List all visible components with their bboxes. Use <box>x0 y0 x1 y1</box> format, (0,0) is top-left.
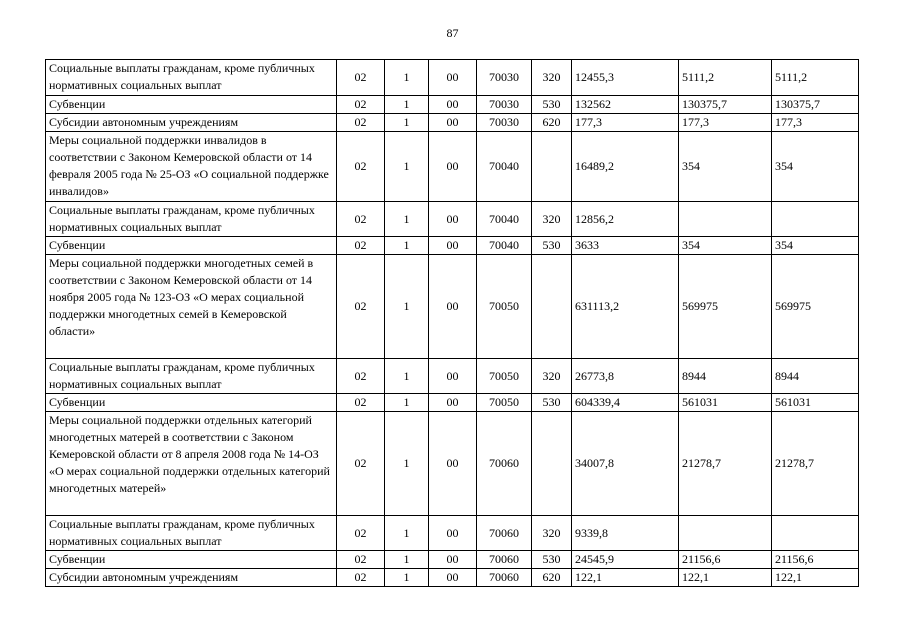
row-code-section: 02 <box>337 237 385 255</box>
row-name: Меры социальной поддержки инвалидов в соответствии с Законом Кемеровской области от 14 февраля 2005 года № 25-ОЗ «О социальной поддержке инвалидов» <box>46 132 337 202</box>
row-value-2: 130375,7 <box>679 96 772 114</box>
row-code-article: 70050 <box>477 394 532 412</box>
row-code-expense-type: 530 <box>532 237 572 255</box>
row-name: Субвенции <box>46 96 337 114</box>
row-code-section: 02 <box>337 132 385 202</box>
row-value-3: 354 <box>772 237 859 255</box>
row-code-group: 00 <box>429 516 477 551</box>
row-name: Субвенции <box>46 551 337 569</box>
row-value-2: 569975 <box>679 255 772 359</box>
row-name: Меры социальной поддержки отдельных категорий многодетных матерей в соответствии с Законом Кемеровской области от 8 апреля 2008 года № 14-ОЗ «О мерах социальной поддержки отдельных категорий многодетных матерей» <box>46 412 337 516</box>
row-code-section: 02 <box>337 202 385 237</box>
row-code-article: 70050 <box>477 255 532 359</box>
table-row <box>46 569 859 587</box>
row-code-group: 00 <box>429 359 477 394</box>
row-code-subsection: 1 <box>385 516 429 551</box>
row-code-group: 00 <box>429 96 477 114</box>
table-row <box>46 412 859 516</box>
row-code-expense-type: 320 <box>532 60 572 96</box>
row-code-group: 00 <box>429 114 477 132</box>
row-code-article: 70040 <box>477 202 532 237</box>
row-code-article: 70030 <box>477 60 532 96</box>
row-code-subsection: 1 <box>385 255 429 359</box>
table-row <box>46 60 859 96</box>
row-code-section: 02 <box>337 60 385 96</box>
table-row <box>46 237 859 255</box>
table-row <box>46 551 859 569</box>
row-code-section: 02 <box>337 569 385 587</box>
row-value-1: 9339,8 <box>572 516 679 551</box>
row-code-group: 00 <box>429 394 477 412</box>
row-code-expense-type: 530 <box>532 96 572 114</box>
row-value-2: 177,3 <box>679 114 772 132</box>
row-code-article: 70060 <box>477 516 532 551</box>
row-code-group: 00 <box>429 255 477 359</box>
row-code-section: 02 <box>337 96 385 114</box>
row-value-3 <box>772 202 859 237</box>
row-code-expense-type: 320 <box>532 516 572 551</box>
row-value-3: 569975 <box>772 255 859 359</box>
row-code-section: 02 <box>337 255 385 359</box>
row-code-expense-type <box>532 132 572 202</box>
row-value-1: 24545,9 <box>572 551 679 569</box>
row-value-1: 26773,8 <box>572 359 679 394</box>
row-value-2: 354 <box>679 237 772 255</box>
row-value-2: 8944 <box>679 359 772 394</box>
row-code-group: 00 <box>429 60 477 96</box>
row-value-1: 12856,2 <box>572 202 679 237</box>
row-value-2: 21156,6 <box>679 551 772 569</box>
row-code-section: 02 <box>337 114 385 132</box>
row-code-subsection: 1 <box>385 394 429 412</box>
row-value-1: 132562 <box>572 96 679 114</box>
row-code-article: 70060 <box>477 569 532 587</box>
row-value-1: 604339,4 <box>572 394 679 412</box>
row-value-2: 5111,2 <box>679 60 772 96</box>
row-code-subsection: 1 <box>385 359 429 394</box>
row-code-subsection: 1 <box>385 569 429 587</box>
row-value-3: 561031 <box>772 394 859 412</box>
table-row <box>46 516 859 551</box>
row-name: Социальные выплаты гражданам, кроме публичных нормативных социальных выплат <box>46 359 337 394</box>
row-value-1: 3633 <box>572 237 679 255</box>
row-value-2: 561031 <box>679 394 772 412</box>
row-value-2: 354 <box>679 132 772 202</box>
row-code-group: 00 <box>429 569 477 587</box>
row-code-expense-type <box>532 412 572 516</box>
row-value-1: 16489,2 <box>572 132 679 202</box>
row-value-3 <box>772 516 859 551</box>
row-name: Субсидии автономным учреждениям <box>46 569 337 587</box>
row-value-1: 631113,2 <box>572 255 679 359</box>
row-code-section: 02 <box>337 359 385 394</box>
row-value-2: 122,1 <box>679 569 772 587</box>
row-code-article: 70060 <box>477 412 532 516</box>
row-code-section: 02 <box>337 516 385 551</box>
row-value-2 <box>679 516 772 551</box>
row-value-2 <box>679 202 772 237</box>
table-row <box>46 359 859 394</box>
row-code-subsection: 1 <box>385 60 429 96</box>
row-name: Меры социальной поддержки многодетных семей в соответствии с Законом Кемеровской области от 14 ноября 2005 года № 123-ОЗ «О мерах социальной поддержки многодетных семей в Кемеровской области» <box>46 255 337 359</box>
table-row <box>46 394 859 412</box>
budget-table <box>45 59 859 587</box>
row-name: Социальные выплаты гражданам, кроме публичных нормативных социальных выплат <box>46 516 337 551</box>
row-value-3: 8944 <box>772 359 859 394</box>
row-code-article: 70050 <box>477 359 532 394</box>
table-row <box>46 132 859 202</box>
row-code-section: 02 <box>337 551 385 569</box>
row-code-subsection: 1 <box>385 96 429 114</box>
row-code-article: 70040 <box>477 237 532 255</box>
row-code-subsection: 1 <box>385 132 429 202</box>
row-name: Социальные выплаты гражданам, кроме публичных нормативных социальных выплат <box>46 60 337 96</box>
row-name: Субсидии автономным учреждениям <box>46 114 337 132</box>
row-code-group: 00 <box>429 202 477 237</box>
row-value-3: 5111,2 <box>772 60 859 96</box>
table-body <box>46 60 859 587</box>
row-code-expense-type <box>532 255 572 359</box>
row-code-group: 00 <box>429 237 477 255</box>
row-code-subsection: 1 <box>385 202 429 237</box>
row-code-subsection: 1 <box>385 237 429 255</box>
row-code-section: 02 <box>337 412 385 516</box>
row-value-1: 12455,3 <box>572 60 679 96</box>
row-code-expense-type: 530 <box>532 551 572 569</box>
row-code-expense-type: 620 <box>532 114 572 132</box>
row-value-3: 21278,7 <box>772 412 859 516</box>
row-value-2: 21278,7 <box>679 412 772 516</box>
row-name: Субвенции <box>46 237 337 255</box>
row-value-1: 34007,8 <box>572 412 679 516</box>
row-value-1: 122,1 <box>572 569 679 587</box>
row-name: Субвенции <box>46 394 337 412</box>
row-code-group: 00 <box>429 132 477 202</box>
row-value-1: 177,3 <box>572 114 679 132</box>
row-code-article: 70030 <box>477 96 532 114</box>
row-code-section: 02 <box>337 394 385 412</box>
row-code-expense-type: 530 <box>532 394 572 412</box>
row-value-3: 130375,7 <box>772 96 859 114</box>
page-number: 87 <box>446 26 459 40</box>
row-code-group: 00 <box>429 551 477 569</box>
table-row <box>46 255 859 359</box>
row-value-3: 122,1 <box>772 569 859 587</box>
row-value-3: 177,3 <box>772 114 859 132</box>
row-value-3: 354 <box>772 132 859 202</box>
row-code-expense-type: 620 <box>532 569 572 587</box>
row-code-article: 70060 <box>477 551 532 569</box>
table-row <box>46 202 859 237</box>
table-row <box>46 96 859 114</box>
row-code-subsection: 1 <box>385 412 429 516</box>
table-row <box>46 114 859 132</box>
row-code-subsection: 1 <box>385 551 429 569</box>
row-code-group: 00 <box>429 412 477 516</box>
row-code-expense-type: 320 <box>532 202 572 237</box>
row-code-expense-type: 320 <box>532 359 572 394</box>
row-value-3: 21156,6 <box>772 551 859 569</box>
row-code-article: 70040 <box>477 132 532 202</box>
row-code-subsection: 1 <box>385 114 429 132</box>
row-name: Социальные выплаты гражданам, кроме публичных нормативных социальных выплат <box>46 202 337 237</box>
row-code-article: 70030 <box>477 114 532 132</box>
